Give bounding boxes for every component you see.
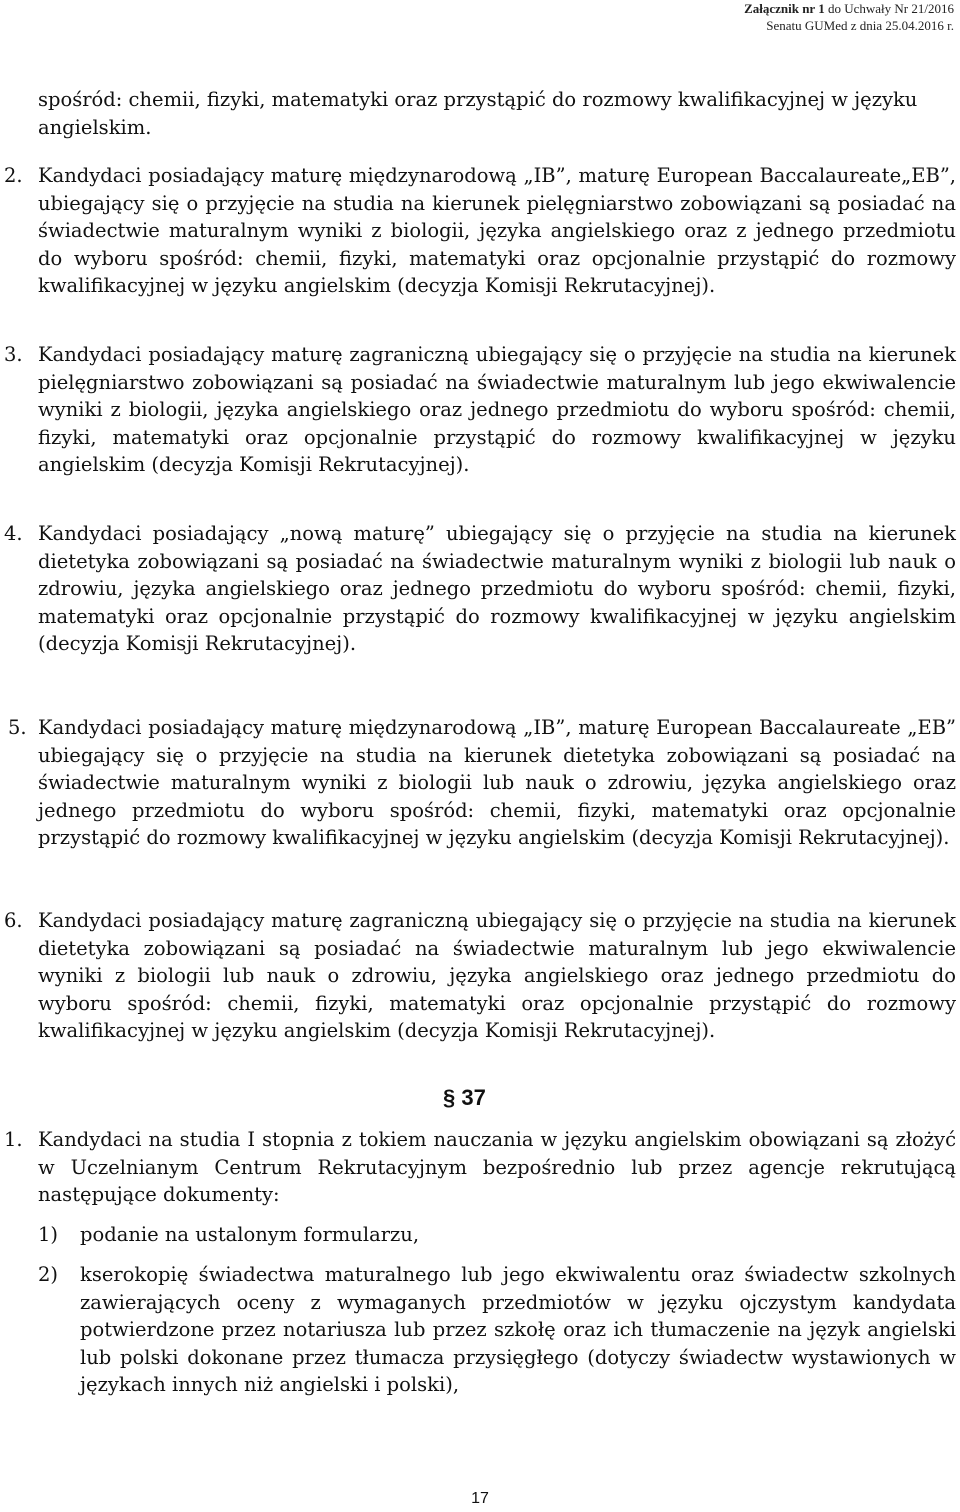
list-item-number: 2): [38, 1263, 59, 1286]
paragraph-text: spośród: chemii, fizyki, matematyki oraz przystąpić do rozmowy kwalifikacyjnej w języku angielskim.: [38, 88, 918, 139]
paragraph-number: 5.: [8, 716, 27, 739]
list-item: [38, 1221, 956, 1249]
list-item-text: podanie na ustalonym formularzu,: [80, 1223, 420, 1246]
paragraph-number: 6.: [4, 909, 23, 932]
page-number: 17: [471, 1490, 489, 1507]
paragraph-text: Kandydaci posiadający maturę zagraniczną ubiegający się o przyjęcie na studia na kierunek dietetyka zobowiązani są posiadać na świadectwie maturalnym lub jego ekwiwalencie wyniki z biologii lub nauk o zdrowiu, języka angielskiego oraz jednego przedmiotu do wyboru spośród: chemii, fizyki, matematyki oraz opcjonalnie przystąpić do rozmowy kwalifikacyjnej w języku angielskim (decyzja Komisji Rekrutacyjnej).: [38, 909, 956, 1043]
list-item-text: kserokopię świadectwa maturalnego lub jego ekwiwalentu oraz świadectw szkolnych zawierających oceny z wymaganych przedmiotów w języku ojczystym kandydata potwierdzone przez notariusza lub przez szkołę oraz ich tłumaczenie na język angielski lub polski dokonane przez tłumacza przysięgłego (dotyczy świadectw wystawionych w językach innych niż angielski i polski),: [80, 1263, 956, 1397]
list-item-number: 1): [38, 1223, 59, 1246]
list-item: [38, 1261, 956, 1399]
attachment-label: Załącznik nr 1: [744, 1, 825, 16]
paragraph-continued: [38, 86, 956, 141]
paragraph-text: Kandydaci posiadający maturę międzynarodową „IB”, maturę European Baccalaureate „EB” ubiegający się o przyjęcie na studia na kierunek dietetyka zobowiązani są posiadać na świadectwie maturalnym wyniki z biologii lub nauk o zdrowiu, języka angielskiego oraz jednego przedmiotu do wyboru spośród: chemii, fizyki, matematyki oraz opcjonalnie przystąpić do rozmowy kwalifikacyjnej w języku angielskim (decyzja Komisji Rekrutacyjnej).: [38, 716, 956, 850]
paragraph-text: Kandydaci posiadający maturę międzynarodową „IB”, maturę European Baccalaureate„EB”, ubiegający się o przyjęcie na studia na kierunek pielęgniarstwo zobowiązani są posiadać na świadectwie maturalnym wyniki z biologii, języka angielskiego oraz z jednego przedmiotu do wyboru spośród: chemii, fizyki, matematyki oraz opcjonalnie przystąpić do rozmowy kwalifikacyjnej w języku angielskim (decyzja Komisji Rekrutacyjnej).: [38, 164, 956, 298]
paragraph-5: [8, 714, 956, 852]
document-header: [744, 0, 954, 34]
section-heading: § 37: [443, 1085, 486, 1110]
paragraph-number: 3.: [4, 343, 23, 366]
paragraph-number: 1.: [4, 1128, 23, 1151]
header-line-2: Senatu GUMed z dnia 25.04.2016 r.: [766, 18, 954, 33]
paragraph-4: [4, 520, 956, 658]
paragraph-text: Kandydaci posiadający „nową maturę” ubiegający się o przyjęcie na studia na kierunek dietetyka zobowiązani są posiadać na świadectwie maturalnym wyniki z biologii lub nauk o zdrowiu, języka angielskiego oraz jednego przedmiotu do wyboru spośród: chemii, fizyki, matematyki oraz opcjonalnie przystąpić do rozmowy kwalifikacyjnej w języku angielskim (decyzja Komisji Rekrutacyjnej).: [38, 522, 956, 656]
section-paragraph-1: [4, 1126, 956, 1209]
paragraph-number: 2.: [4, 164, 23, 187]
paragraph-number: 4.: [4, 522, 23, 545]
header-line-1: [744, 0, 954, 17]
paragraph-6: [4, 907, 956, 1045]
paragraph-text: Kandydaci posiadający maturę zagraniczną ubiegający się o przyjęcie na studia na kierunek pielęgniarstwo zobowiązani są posiadać na świadectwie maturalnym lub jego ekwiwalencie wyniki z biologii, języka angielskiego oraz jednego przedmiotu do wyboru spośród: chemii, fizyki, matematyki oraz opcjonalnie przystąpić do rozmowy kwalifikacyjnej w języku angielskim (decyzja Komisji Rekrutacyjnej).: [38, 343, 956, 477]
paragraph-2: [4, 162, 956, 300]
resolution-number: do Uchwały Nr 21/2016: [824, 1, 954, 16]
paragraph-3: [4, 341, 956, 479]
paragraph-text: Kandydaci na studia I stopnia z tokiem nauczania w języku angielskim obowiązani są złożyć w Uczelnianym Centrum Rekrutacyjnym bezpośrednio lub przez agencje rekrutującą następujące dokumenty:: [38, 1128, 956, 1207]
